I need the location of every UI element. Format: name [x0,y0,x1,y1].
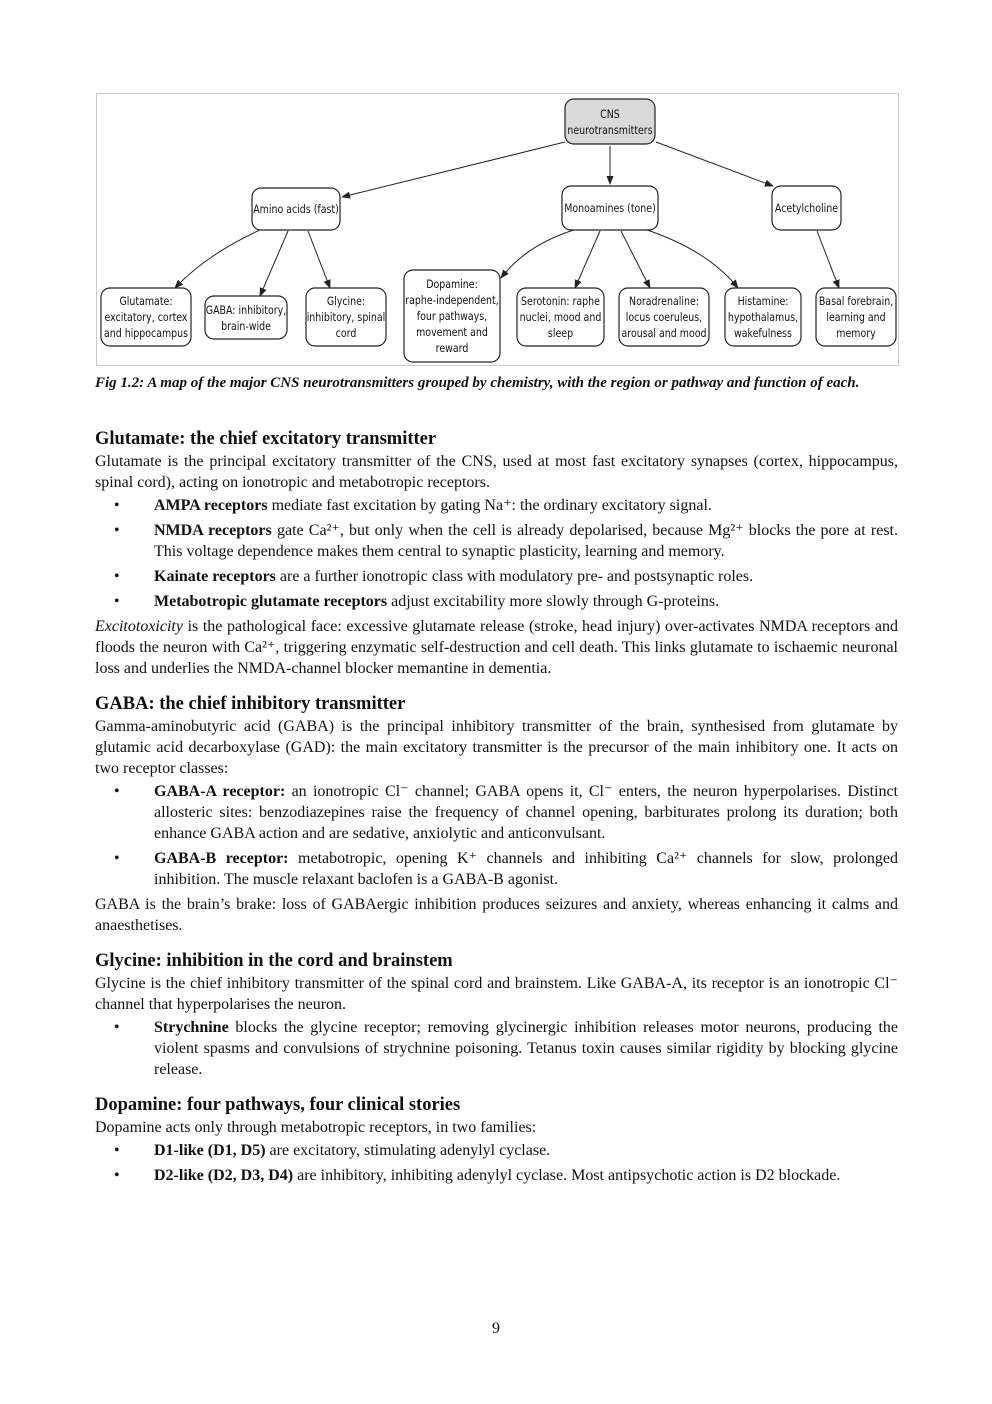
text-d2: are inhibitory, inhibiting adenylyl cyclase. Most antipsychotic action is D2 blockade. [293,1167,841,1184]
list-item [95,591,898,612]
para-gaba-intro: Gamma-aminobutyric acid (GABA) is the principal inhibitory transmitter of the brain, synthesised from glutamate by glutamic acid decarboxylase (GAD): the main excitatory transmitter is the precursor of the main inhibitory one. It acts on two receptor classes: [95,718,898,777]
list-glycine [95,1017,898,1080]
label-histamine: Histamine: hypothalamus, wakefulness [727,294,799,340]
term-excitotoxicity: Excitotoxicity [95,618,183,635]
section-dopamine [95,1093,898,1186]
section-glycine [95,949,898,1080]
heading-glycine: Glycine: inhibition in the cord and brainstem [95,951,453,971]
label-dopamine: Dopamine: raphe-independent, four pathways, movement and reward [405,277,499,355]
term-gaba-a: GABA-A receptor: [154,783,286,800]
label-noradrenaline: Noradrenaline: locus coeruleus, arousal and mood [621,294,707,340]
page-number: 9 [492,1320,500,1337]
term-d2: D2-like (D2, D3, D4) [154,1167,294,1184]
label-glutamate: Glutamate: excitatory, cortex and hippocampus [103,294,189,340]
term-metabotropic: Metabotropic glutamate receptors [154,593,388,610]
label-amino: Amino acids (fast) [253,202,339,216]
edge-amino-glycine [308,231,330,288]
heading-glutamate: Glutamate: the chief excitatory transmitter [95,429,437,449]
body-content [95,427,898,1199]
edge-ach-basal [817,231,839,288]
label-basal: Basal forebrain, learning and memory [818,294,894,340]
text-kainate: are a further ionotropic class with modulatory pre- and postsynaptic roles. [275,568,754,585]
edge-mono-serotonin [575,231,600,288]
text-metabotropic: adjust excitability more slowly through G-proteins. [387,593,720,610]
list-item [95,1165,898,1186]
edge-root-ach [656,142,773,186]
edge-mono-dopamine [501,229,577,278]
para-gaba-outro: GABA is the brain’s brake: loss of GABAergic inhibition produces seizures and anxiety, whereas enhancing it calms and anaesthetises. [95,896,898,934]
list-item [95,495,898,516]
list-item [95,1017,898,1080]
edge-mono-noradrenaline [621,231,650,288]
list-item [95,566,898,587]
list-glutamate-receptors [95,495,898,612]
figure-neurotransmitter-map [96,93,899,366]
text-strychnine: blocks the glycine receptor; removing glycinergic inhibition releases motor neurons, producing the violent spasms and convulsions of strychnine poisoning. Tetanus toxin causes similar rigidity by blocking glycine release. [154,1019,898,1078]
edge-amino-glutamate [175,229,262,288]
section-glutamate [95,427,898,679]
text-d1: are excitatory, stimulating adenylyl cyclase. [265,1142,551,1159]
term-strychnine: Strychnine [154,1019,229,1036]
text-gaba-b: metabotropic, opening K⁺ channels and inhibiting Ca²⁺ channels for slow, prolonged inhibition. The muscle relaxant baclofen is a GABA-B agonist. [154,850,899,888]
edge-root-amino [342,142,565,197]
term-d1: D1-like (D1, D5) [154,1142,266,1159]
label-serotonin: Serotonin: raphe nuclei, mood and sleep [519,294,602,340]
section-gaba [95,692,898,936]
term-gaba-b: GABA-B receptor: [154,850,289,867]
heading-gaba: GABA: the chief inhibitory transmitter [95,694,406,714]
term-kainate: Kainate receptors [154,568,276,585]
label-root: CNS neurotransmitters [567,106,653,137]
para-excitotoxicity [95,616,898,679]
para-dopamine-intro: Dopamine acts only through metabotropic receptors, in two families: [95,1119,537,1136]
list-item [95,1140,898,1161]
list-item [95,781,898,844]
list-gaba-receptors [95,781,898,890]
text-nmda: gate Ca²⁺, but only when the cell is already depolarised, because Mg²⁺ blocks the pore at rest. This voltage dependence makes them central to synaptic plasticity, learning and memory. [154,522,898,560]
heading-dopamine: Dopamine: four pathways, four clinical stories [95,1095,461,1115]
text-gaba-a: an ionotropic Cl⁻ channel; GABA opens it, Cl⁻ enters, the neuron hyperpolarises. Distinct allosteric sites: benzodiazepines raise the frequency of channel opening, barbiturates prolong its duration; both enhance GABA action and are sedative, anxiolytic and anticonvulsant. [154,783,899,842]
term-nmda: NMDA receptors [154,522,272,539]
list-item [95,848,898,890]
para-glutamate-intro: Glutamate is the principal excitatory transmitter of the CNS, used at most fast excitatory synapses (cortex, hippocampus, spinal cord), acting on ionotropic and metabotropic receptors. [95,453,898,491]
text-ampa: mediate fast excitation by gating Na⁺: the ordinary excitatory signal. [267,497,712,514]
list-item [95,520,898,562]
term-ampa: AMPA receptors [154,497,268,514]
text-excitotoxicity: is the pathological face: excessive glutamate release (stroke, head injury) over-activates NMDA receptors and floods the neuron with Ca²⁺, triggering enzymatic self-destruction and cell death. This links glutamate to ischaemic neuronal loss and underlies the NMDA-channel blocker memantine in dementia. [95,618,898,677]
label-ach: Acetylcholine [774,201,839,215]
list-dopamine-receptors [95,1140,898,1186]
figure-caption: Fig 1.2: A map of the major CNS neurotransmitters grouped by chemistry, with the region or pathway and function of each. [95,375,860,391]
label-mono: Monoamines (tone) [564,201,656,215]
edge-mono-histamine [641,228,738,288]
para-glycine-intro: Glycine is the chief inhibitory transmitter of the spinal cord and brainstem. Like GABA-A, its receptor is an ionotropic Cl⁻ channel that hyperpolarises the neuron. [95,975,898,1013]
edge-amino-gaba [260,231,288,296]
label-gaba: GABA: inhibitory, brain-wide [205,302,287,333]
label-glycine: Glycine: inhibitory, spinal cord [306,294,386,340]
